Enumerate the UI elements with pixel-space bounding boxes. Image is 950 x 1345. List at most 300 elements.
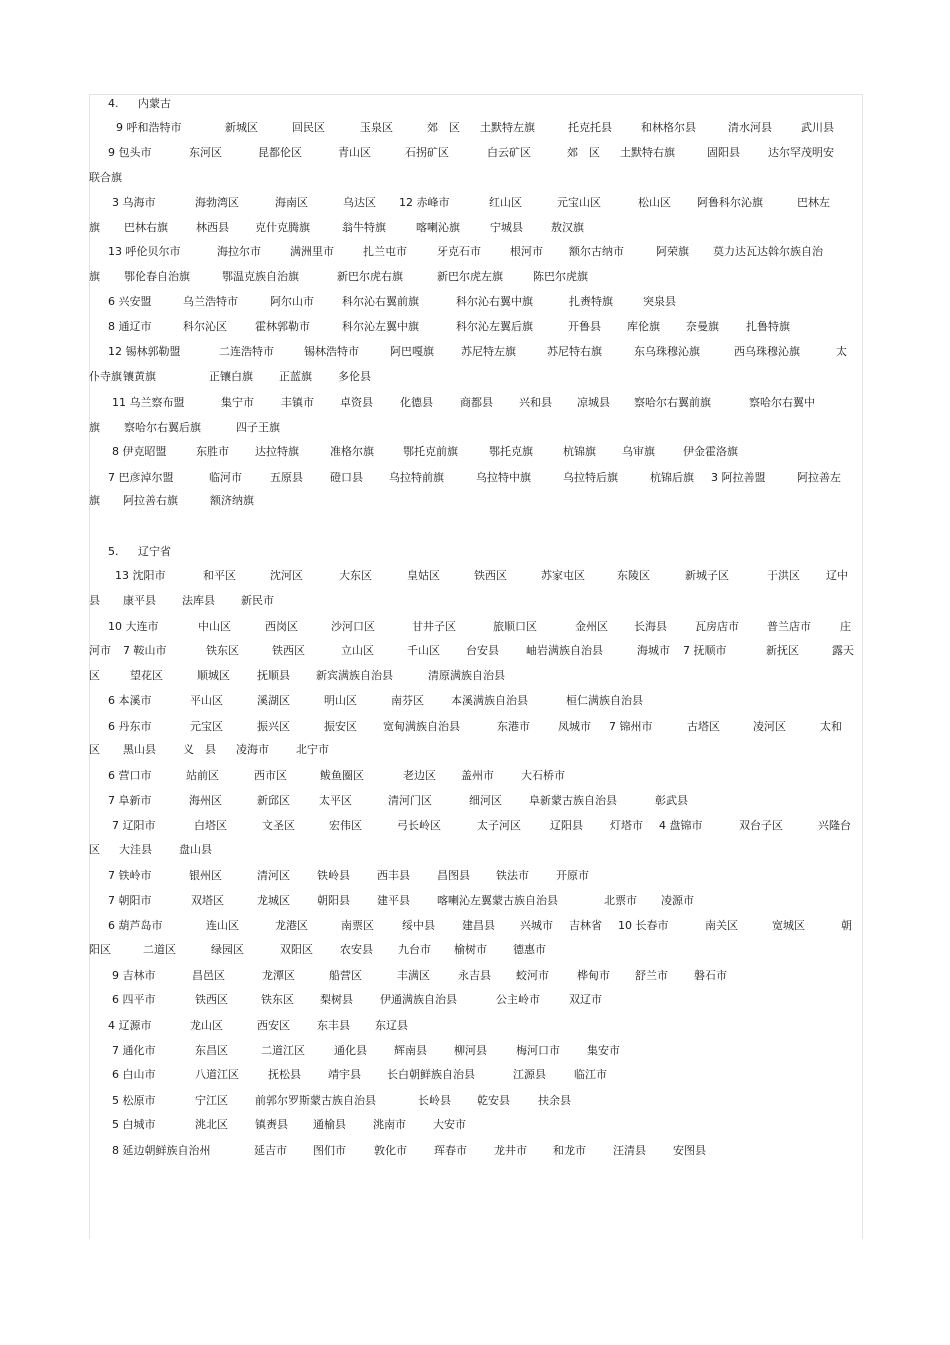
region-name: 扎兰屯市 [363, 245, 407, 258]
region-name: 白云矿区 [487, 146, 531, 159]
text-line [0, 168, 950, 188]
region-name: 南芬区 [391, 694, 424, 707]
region-name: 蛟河市 [516, 969, 549, 982]
region-name: 新民市 [241, 594, 274, 607]
region-name: 盘山县 [179, 843, 212, 856]
region-name: 弓长岭区 [397, 819, 441, 832]
region-name: 乌达区 [343, 196, 376, 209]
region-name: 洮南市 [373, 1118, 406, 1131]
region-name: 龙井市 [494, 1144, 527, 1157]
text-line [0, 1041, 950, 1061]
region-name: 海城市 [637, 644, 670, 657]
region-name: 振安区 [324, 720, 357, 733]
region-name: 7 通化市 [112, 1044, 156, 1057]
region-name: 苏尼特左旗 [461, 345, 516, 358]
region-name: 额尔古纳市 [569, 245, 624, 258]
text-line [0, 342, 950, 362]
region-name: 杭锦旗 [563, 445, 596, 458]
region-name: 江源县 [513, 1068, 546, 1081]
region-name: 镇赉县 [255, 1118, 288, 1131]
region-name: 台安县 [466, 644, 499, 657]
region-name: 昌邑区 [192, 969, 225, 982]
region-name: 根河市 [510, 245, 543, 258]
text-line [0, 666, 950, 686]
region-name: 额济纳旗 [210, 494, 254, 507]
region-name: 达尔罕茂明安 [768, 146, 834, 159]
text-line [0, 242, 950, 262]
region-name: 新抚区 [766, 644, 799, 657]
region-name: 4 盘锦市 [659, 819, 703, 832]
region-name: 12 锡林郭勒盟 [108, 345, 181, 358]
region-name: 建昌县 [462, 919, 495, 932]
text-line [0, 766, 950, 786]
region-name: 辽阳县 [550, 819, 583, 832]
region-name: 扎赉特旗 [569, 295, 613, 308]
region-name: 宏伟区 [329, 819, 362, 832]
region-name: 千山区 [407, 644, 440, 657]
region-name: 太平区 [319, 794, 352, 807]
region-name: 甘井子区 [412, 620, 456, 633]
region-name: 8 伊克昭盟 [112, 445, 167, 458]
region-name: 普兰店市 [767, 620, 811, 633]
region-name: 新城子区 [685, 569, 729, 582]
region-name: 东丰县 [317, 1019, 350, 1032]
region-name: 开原市 [556, 869, 589, 882]
text-line [0, 641, 950, 661]
region-name: 新邱区 [257, 794, 290, 807]
region-name: 立山区 [341, 644, 374, 657]
region-name: 庄 [840, 620, 851, 633]
region-name: 通化县 [334, 1044, 367, 1057]
text-line [0, 418, 950, 438]
region-name: 兴和县 [519, 396, 552, 409]
region-name: 6 丹东市 [108, 720, 152, 733]
text-line [0, 740, 950, 760]
region-name: 西丰县 [377, 869, 410, 882]
region-name: 科尔沁右翼中旗 [456, 295, 533, 308]
region-name: 鄂温克族自治旗 [222, 270, 299, 283]
region-name: 五原县 [270, 471, 303, 484]
text-line [0, 1115, 950, 1135]
region-name: 彰武县 [655, 794, 688, 807]
region-name: 清水河县 [728, 121, 772, 134]
region-name: 扎鲁特旗 [746, 320, 790, 333]
region-name: 7 锦州市 [609, 720, 653, 733]
region-name: 宽城区 [772, 919, 805, 932]
section-number: 4. [108, 97, 119, 110]
region-name: 昆都伦区 [258, 146, 302, 159]
region-name: 望花区 [130, 669, 163, 682]
region-name: 苏家屯区 [541, 569, 585, 582]
text-line [0, 1016, 950, 1036]
region-name: 靖宇县 [328, 1068, 361, 1081]
text-line [0, 816, 950, 836]
region-name: 顺城区 [197, 669, 230, 682]
region-name: 公主岭市 [496, 993, 540, 1006]
region-name: 西市区 [254, 769, 287, 782]
text-line [0, 591, 950, 611]
region-name: 太 [836, 345, 847, 358]
text-line [0, 118, 950, 138]
region-name: 海南区 [275, 196, 308, 209]
region-name: 双塔区 [191, 894, 224, 907]
region-name: 敦化市 [374, 1144, 407, 1157]
text-line [0, 940, 950, 960]
region-name: 杭锦后旗 [650, 471, 694, 484]
region-name: 察哈尔右翼前旗 [634, 396, 711, 409]
region-name: 多伦县 [338, 370, 371, 383]
text-line [0, 393, 950, 413]
region-name: 北宁市 [296, 743, 329, 756]
region-name: 平山区 [190, 694, 223, 707]
region-name: 5 白城市 [112, 1118, 156, 1131]
region-name: 法库县 [182, 594, 215, 607]
region-name: 察哈尔右翼后旗 [124, 421, 201, 434]
region-name: 长海县 [634, 620, 667, 633]
region-name: 抚松县 [268, 1068, 301, 1081]
region-name: 中山区 [198, 620, 231, 633]
region-name: 13 沈阳市 [115, 569, 166, 582]
region-name: 土默特左旗 [480, 121, 535, 134]
region-name: 察哈尔右翼中 [749, 396, 815, 409]
region-name: 九台市 [398, 943, 431, 956]
region-name: 德惠市 [513, 943, 546, 956]
region-name: 南票区 [341, 919, 374, 932]
region-name: 克什克腾旗 [255, 221, 310, 234]
region-name: 丰镇市 [281, 396, 314, 409]
region-name: 通榆县 [313, 1118, 346, 1131]
region-name: 9 呼和浩特市 [116, 121, 182, 134]
region-name: 丰满区 [397, 969, 430, 982]
region-name: 达拉特旗 [255, 445, 299, 458]
region-name: 和平区 [203, 569, 236, 582]
region-name: 鄂伦春自治旗 [124, 270, 190, 283]
region-name: 东港市 [497, 720, 530, 733]
region-name: 舒兰市 [635, 969, 668, 982]
region-name: 露天 [832, 644, 854, 657]
region-name: 伊金霍洛旗 [683, 445, 738, 458]
text-line [0, 866, 950, 886]
region-name: 3 乌海市 [112, 196, 156, 209]
region-name: 阿尔山市 [270, 295, 314, 308]
region-name: 桦甸市 [577, 969, 610, 982]
region-name: 海州区 [189, 794, 222, 807]
region-name: 前郭尔罗斯蒙古族自治县 [255, 1094, 376, 1107]
region-name: 5 松原市 [112, 1094, 156, 1107]
text-line [0, 292, 950, 312]
region-name: 磴口县 [330, 471, 363, 484]
region-name: 化德县 [400, 396, 433, 409]
region-name: 抚顺县 [257, 669, 290, 682]
region-name: 托克托县 [568, 121, 612, 134]
region-name: 阿荣旗 [656, 245, 689, 258]
region-name: 长岭县 [418, 1094, 451, 1107]
region-name: 西乌珠穆沁旗 [734, 345, 800, 358]
region-name: 凉城县 [577, 396, 610, 409]
region-name: 开鲁县 [568, 320, 601, 333]
region-name: 明山区 [324, 694, 357, 707]
region-name: 9 吉林市 [112, 969, 156, 982]
region-name: 陈巴尔虎旗 [533, 270, 588, 283]
region-name: 集宁市 [221, 396, 254, 409]
region-name: 固阳县 [707, 146, 740, 159]
region-name: 河市 [89, 644, 111, 657]
region-name: 6 本溪市 [108, 694, 152, 707]
region-name: 东陵区 [617, 569, 650, 582]
region-name: 13 呼伦贝尔市 [108, 245, 181, 258]
region-name: 乌拉特前旗 [389, 471, 444, 484]
region-name: 黑山县 [123, 743, 156, 756]
region-name: 翁牛特旗 [342, 221, 386, 234]
region-name: 朝 [841, 919, 852, 932]
region-name: 和龙市 [553, 1144, 586, 1157]
region-name: 龙山区 [190, 1019, 223, 1032]
region-name: 岫岩满族自治县 [526, 644, 603, 657]
region-name: 银州区 [189, 869, 222, 882]
region-name: 7 阜新市 [108, 794, 152, 807]
region-name: 8 通辽市 [108, 320, 152, 333]
region-name: 阳区 [89, 943, 111, 956]
text-line [0, 916, 950, 936]
region-name: 凌源市 [661, 894, 694, 907]
region-name: 梨树县 [320, 993, 353, 1006]
region-name: 扶余县 [538, 1094, 571, 1107]
region-name: 宁城县 [490, 221, 523, 234]
text-line [0, 891, 950, 911]
region-name: 白塔区 [194, 819, 227, 832]
region-name: 铁西区 [195, 993, 228, 1006]
region-name: 珲春市 [434, 1144, 467, 1157]
region-name: 旅顺口区 [493, 620, 537, 633]
region-name: 柳河县 [454, 1044, 487, 1057]
region-name: 库伦旗 [627, 320, 660, 333]
region-name: 南关区 [705, 919, 738, 932]
region-name: 石拐矿区 [405, 146, 449, 159]
region-name: 安图县 [673, 1144, 706, 1157]
region-name: 清河区 [257, 869, 290, 882]
region-name: 鄂托克旗 [489, 445, 533, 458]
section-heading: 辽宁省 [138, 545, 171, 558]
region-name: 铁东区 [206, 644, 239, 657]
region-name: 太子河区 [477, 819, 521, 832]
region-name: 奈曼旗 [686, 320, 719, 333]
region-name: 本溪满族自治县 [451, 694, 528, 707]
region-name: 6 葫芦岛市 [108, 919, 163, 932]
region-name: 县 [89, 594, 100, 607]
region-name: 大安市 [433, 1118, 466, 1131]
region-name: 二道区 [143, 943, 176, 956]
region-name: 7 抚顺市 [683, 644, 727, 657]
text-line [0, 1065, 950, 1085]
region-name: 旗 [89, 270, 100, 283]
region-name: 阿巴嘎旗 [390, 345, 434, 358]
text-line [0, 317, 950, 337]
region-name: 喀喇沁旗 [416, 221, 460, 234]
region-name: 盖州市 [461, 769, 494, 782]
region-name: 梅河口市 [516, 1044, 560, 1057]
region-name: 武川县 [801, 121, 834, 134]
region-name: 于洪区 [767, 569, 800, 582]
region-name: 铁东区 [261, 993, 294, 1006]
region-name: 阜新蒙古族自治县 [529, 794, 617, 807]
text-line [0, 1141, 950, 1161]
region-name: 榆树市 [454, 943, 487, 956]
region-name: 洮北区 [195, 1118, 228, 1131]
region-name: 绿园区 [211, 943, 244, 956]
region-name: 文圣区 [262, 819, 295, 832]
region-name: 伊通满族自治县 [380, 993, 457, 1006]
region-name: 元宝山区 [557, 196, 601, 209]
region-name: 龙港区 [275, 919, 308, 932]
region-name: 7 朝阳市 [108, 894, 152, 907]
region-name: 延吉市 [254, 1144, 287, 1157]
region-name: 沈河区 [270, 569, 303, 582]
text-line [0, 566, 950, 586]
region-name: 溪湖区 [257, 694, 290, 707]
region-name: 巴林右旗 [124, 221, 168, 234]
region-name: 镶黄旗 [123, 370, 156, 383]
region-name: 临江市 [574, 1068, 607, 1081]
region-name: 清原满族自治县 [428, 669, 505, 682]
region-name: 科尔沁左翼中旗 [342, 320, 419, 333]
region-name: 新巴尔虎左旗 [437, 270, 503, 283]
region-name: 农安县 [340, 943, 373, 956]
region-name: 临河市 [209, 471, 242, 484]
region-name: 东胜市 [196, 445, 229, 458]
region-name: 双辽市 [569, 993, 602, 1006]
region-name: 站前区 [186, 769, 219, 782]
region-name: 双台子区 [739, 819, 783, 832]
region-name: 乌兰浩特市 [183, 295, 238, 308]
region-name: 太和 [820, 720, 842, 733]
region-name: 沙河口区 [331, 620, 375, 633]
region-name: 东昌区 [195, 1044, 228, 1057]
region-name: 龙潭区 [262, 969, 295, 982]
region-name: 11 乌兰察布盟 [112, 396, 185, 409]
region-name: 满洲里市 [290, 245, 334, 258]
region-name: 长白朝鲜族自治县 [387, 1068, 475, 1081]
region-name: 铁法市 [496, 869, 529, 882]
region-name: 苏尼特右旗 [547, 345, 602, 358]
region-name: 船营区 [329, 969, 362, 982]
region-name: 仆寺旗 [89, 370, 122, 383]
region-name: 林西县 [196, 221, 229, 234]
text-line [0, 442, 950, 462]
region-name: 莫力达瓦达斡尔族自治 [713, 245, 823, 258]
region-name: 铁西区 [272, 644, 305, 657]
text-line [0, 691, 950, 711]
region-name: 老边区 [403, 769, 436, 782]
region-name: 区 [89, 669, 100, 682]
region-name: 元宝区 [190, 720, 223, 733]
region-name: 东辽县 [375, 1019, 408, 1032]
region-name: 鲅鱼圈区 [320, 769, 364, 782]
region-name: 凌海市 [236, 743, 269, 756]
text-line [0, 193, 950, 213]
region-name: 八道江区 [195, 1068, 239, 1081]
region-name: 建平县 [377, 894, 410, 907]
region-name: 土默特右旗 [620, 146, 675, 159]
region-name: 昌图县 [437, 869, 470, 882]
region-name: 双阳区 [280, 943, 313, 956]
region-name: 6 白山市 [112, 1068, 156, 1081]
region-name: 霍林郭勒市 [255, 320, 310, 333]
region-name: 大洼县 [119, 843, 152, 856]
region-name: 金州区 [575, 620, 608, 633]
region-name: 海勃湾区 [195, 196, 239, 209]
text-line [0, 491, 950, 511]
region-name: 铁西区 [474, 569, 507, 582]
region-name: 玉泉区 [360, 121, 393, 134]
region-name: 新宾满族自治县 [316, 669, 393, 682]
region-name: 辉南县 [394, 1044, 427, 1057]
region-name: 兴隆台 [818, 819, 851, 832]
region-name: 阿拉善左 [797, 471, 841, 484]
region-name: 10 大连市 [108, 620, 159, 633]
region-name: 大东区 [339, 569, 372, 582]
region-name: 鄂托克前旗 [403, 445, 458, 458]
region-name: 凌河区 [753, 720, 786, 733]
section-number: 5. [108, 545, 119, 558]
region-name: 新城区 [225, 121, 258, 134]
region-name: 区 [89, 743, 100, 756]
region-name: 松山区 [638, 196, 671, 209]
region-name: 正蓝旗 [279, 370, 312, 383]
text-line [0, 717, 950, 737]
region-name: 铁岭县 [317, 869, 350, 882]
region-name: 喀喇沁左翼蒙古族自治县 [437, 894, 558, 907]
text-line [0, 840, 950, 860]
region-name: 4 辽源市 [108, 1019, 152, 1032]
region-name: 图们市 [313, 1144, 346, 1157]
region-name: 3 阿拉善盟 [711, 471, 766, 484]
region-name: 和林格尔县 [641, 121, 696, 134]
region-name: 新巴尔虎右旗 [337, 270, 403, 283]
region-name: 西岗区 [265, 620, 298, 633]
region-name: 绥中县 [402, 919, 435, 932]
region-name: 乾安县 [477, 1094, 510, 1107]
text-line [0, 468, 950, 488]
region-name: 牙克石市 [437, 245, 481, 258]
region-name: 科尔沁左翼后旗 [456, 320, 533, 333]
region-name: 连山区 [206, 919, 239, 932]
region-name: 北票市 [604, 894, 637, 907]
region-name: 乌拉特后旗 [563, 471, 618, 484]
region-name: 红山区 [489, 196, 522, 209]
region-name: 二道江区 [261, 1044, 305, 1057]
region-name: 6 兴安盟 [108, 295, 152, 308]
region-name: 科尔沁区 [183, 320, 227, 333]
region-name: 旗 [89, 421, 100, 434]
text-line [0, 1091, 950, 1111]
region-name: 准格尔旗 [330, 445, 374, 458]
text-line [0, 367, 950, 387]
region-name: 卓资县 [340, 396, 373, 409]
region-name: 宽甸满族自治县 [383, 720, 460, 733]
region-name: 联合旗 [89, 171, 122, 184]
region-name: 凤城市 [558, 720, 591, 733]
region-name: 永吉县 [458, 969, 491, 982]
region-name: 乌审旗 [622, 445, 655, 458]
region-name: 集安市 [587, 1044, 620, 1057]
region-name: 正镶白旗 [209, 370, 253, 383]
region-name: 8 延边朝鲜族自治州 [112, 1144, 211, 1157]
region-name: 大石桥市 [521, 769, 565, 782]
region-name: 郊 区 [427, 121, 460, 134]
region-name: 12 赤峰市 [399, 196, 450, 209]
region-name: 青山区 [338, 146, 371, 159]
text-line [0, 791, 950, 811]
